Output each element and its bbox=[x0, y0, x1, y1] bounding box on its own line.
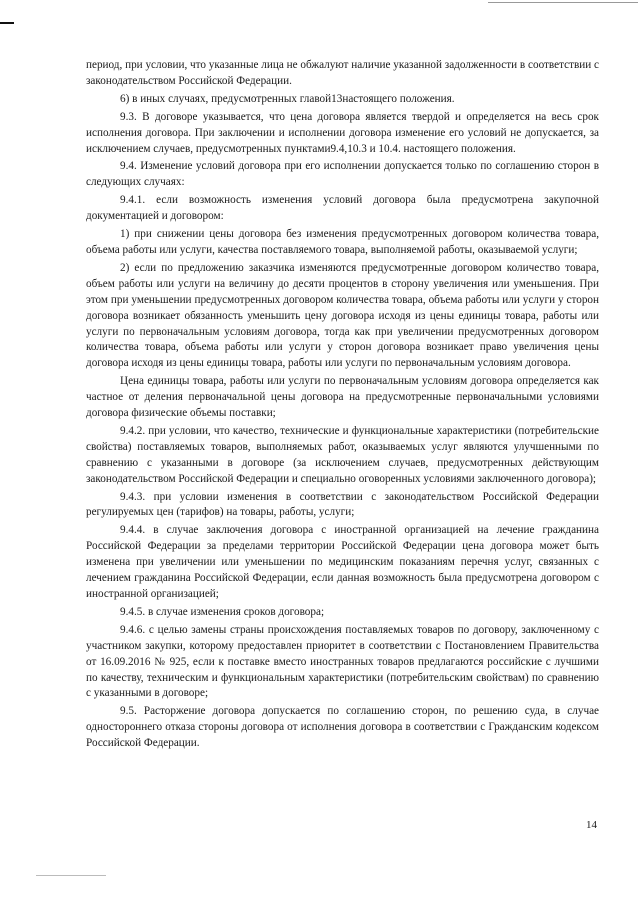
scan-smudge bbox=[36, 875, 106, 876]
paragraph: 2) если по предложению заказчика изменяются предусмотренные договором количество товара, объем работы или услуги на величину до десяти процентов в сторону увеличения или уменьшения. При этом при уменьшении предусмотренных договором количества товара, объема работы или услуги у сторон договора возникает обязанность уменьшить цену договора исходя из цены единицы товара, работы или услуги по первоначальным условиям договора, тогда как при увеличении предусмотренных договором количества товара, объема работы или услуги у сторон договора возникает право увеличения цены договора исходя из цены единицы товара, работы или услуги по первоначальным условиям договора. bbox=[86, 261, 599, 370]
paragraph: 6) в иных случаях, предусмотренных главой13настоящего положения. bbox=[120, 92, 455, 105]
paragraph: 9.4.3. при условии изменения в соответствии с законодательством Российской Федерации регулируемых цен (тарифов) на товары, работы, услуги; bbox=[86, 490, 599, 519]
paragraph: 9.4.2. при условии, что качество, технические и функциональные характеристики (потребительские свойства) поставляемых товаров, выполняемых работ, оказываемых услуг являются улучшенными по сравнению с указанными в договоре (за исключением случаев, предусмотренных действующим законодательством Российской Федерации и специально оговоренных условиями заключенного договора); bbox=[86, 424, 599, 485]
paragraph: 9.5. Расторжение договора допускается по соглашению сторон, по решению суда, в случае одностороннего отказа стороны договора от исполнения договора в соответствии с Гражданским кодексом Российской Федерации. bbox=[86, 705, 599, 750]
scan-edge-mark bbox=[0, 22, 14, 24]
paragraph: 9.4.5. в случае изменения сроков договора; bbox=[120, 605, 325, 618]
paragraph: 1) при снижении цены договора без изменения предусмотренных договором количества товара, объема работы или услуги, качества поставляемого товара, выполняемой работы, оказываемой услуги; bbox=[86, 228, 599, 256]
paragraph: период, при условии, что указанные лица не обжалуют наличие указанной задолженности в соответствии с законодательством Российской Федерации. bbox=[86, 59, 599, 87]
paragraph: Цена единицы товара, работы или услуги по первоначальным условиям договора определяется как частное от деления первоначальной цены договора на предусмотренные первоначальными условиями договора физические объемы поставки; bbox=[86, 375, 599, 420]
paragraph: 9.3. В договоре указывается, что цена договора является твердой и определяется на весь срок исполнения договора. При заключении и исполнении договора изменение его условий не допускается, за исключением случаев, предусмотренных пунктами9.4,10.3 и 10.4. настоящего положения. bbox=[86, 110, 599, 155]
document-body bbox=[86, 58, 599, 754]
paragraph: 9.4.1. если возможность изменения условий договора была предусмотрена закупочной документацией и договором: bbox=[86, 194, 599, 223]
paragraph: 9.4.4. в случае заключения договора с иностранной организацией на лечение гражданина Российской Федерации за пределами территории Российской Федерации цена договора может быть изменена при увеличении или уменьшении по медицинским показаниям перечня услуг, связанных с лечением гражданина Российской Федерации, если данная возможность была предусмотрена договором с иностранной организацией; bbox=[86, 524, 599, 600]
scan-top-rule bbox=[488, 2, 638, 3]
page-number: 14 bbox=[586, 819, 597, 831]
paragraph: 9.4. Изменение условий договора при его исполнении допускается только по соглашению сторон в следующих случаях: bbox=[86, 160, 599, 189]
paragraph: 9.4.6. с целью замены страны происхождения поставляемых товаров по договору, заключенному с участником закупки, которому предоставлен приоритет в соответствии с Постановлением Правительства от 16.09.2016 № 925, если к поставке вместо иностранных товаров предлагаются российские с лучшими по качеству, техническим и функциональным характеристики (потребительским свойствам) по сравнению с указанными в договоре; bbox=[86, 623, 599, 700]
